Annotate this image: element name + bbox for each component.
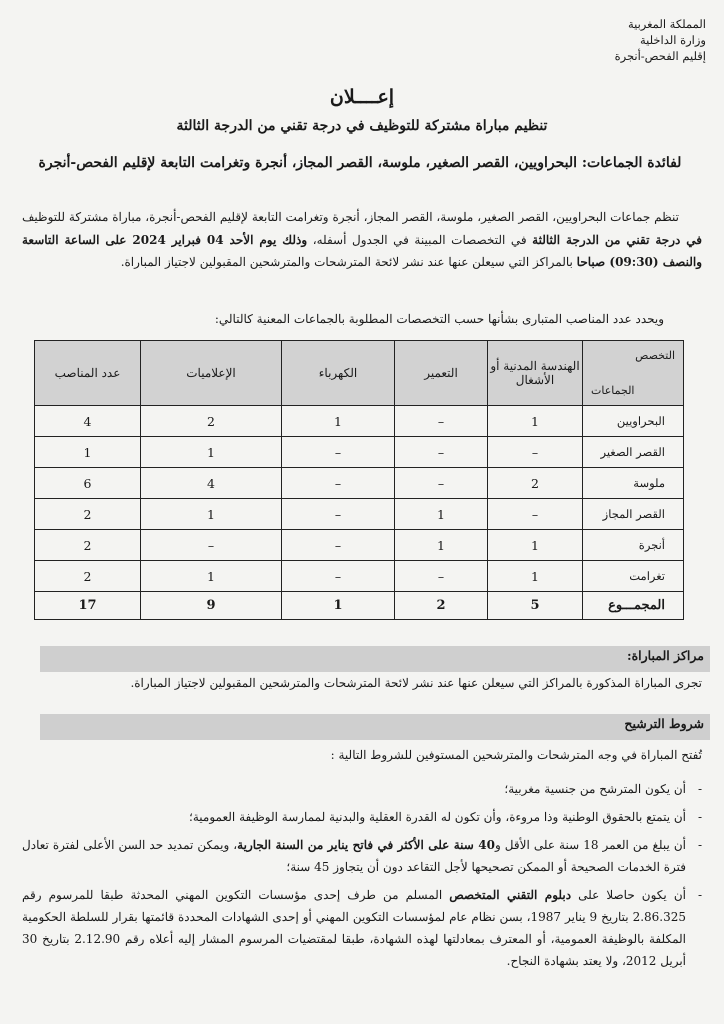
table-cell: 1 [488,530,583,561]
table-cell: – [488,437,583,468]
table-cell: – [395,437,488,468]
commune-name: القصر المجاز [583,499,684,530]
table-row [35,530,684,561]
table-cell: – [282,437,395,468]
total-cell: 2 [395,592,488,620]
table-cell: 2 [35,561,141,592]
table-cell: – [395,406,488,437]
table-cell: 1 [395,499,488,530]
letterhead-province: إقليم الفحص-أنجرة [614,49,706,63]
table-cell: – [488,499,583,530]
para-text-3: بالمراكز التي سيعلن عنها عند نشر لائحة المترشحات والمترشحين المقبولين لاجتياز المباراة. [120,255,577,269]
commune-name: ملوسة [583,468,684,499]
positions-table [34,340,684,620]
table-cell: 6 [35,468,141,499]
table-row [35,561,684,592]
table-cell: – [141,530,282,561]
total-cell: 17 [35,592,141,620]
table-cell: 1 [141,499,282,530]
para-bold-2: وذلك يوم الأحد 04 فبراير 2024 على الساعة التاسعة والنصف (09:30) صباحا [22,232,702,269]
table-cell: – [282,530,395,561]
col-civil-eng: الهندسة المدنية أو الأشغال [488,341,583,406]
letterhead [615,16,706,64]
conditions-heading: شروط الترشيح [40,714,710,740]
commune-name: البحراويين [583,406,684,437]
para-text-1: تنظم جماعات البحراويين، القصر الصغير، ملوسة، القصر المجاز، أنجرة وتغرامت التابعة لإقليم الفحص-أنجرة، مباراة مشتركة للتوظيف [22,210,679,224]
col-electricity: الكهرباء [282,341,395,406]
table-cell: 4 [141,468,282,499]
para-bold-1: في درجة تقني من الدرجة الثالثة [532,232,702,247]
letterhead-kingdom: المملكة المغربية [627,17,706,31]
col-total: عدد المناصب [35,341,141,406]
header-communes: الجماعات [591,384,635,397]
table-cell: 2 [141,406,282,437]
page-subtitle: تنظيم مباراة مشتركة للتوظيف في درجة تقني من الدرجة الثالثة [176,118,548,134]
para-text-2: في التخصصات المبينة في الجدول أسفله، [307,232,533,247]
header-diagonal-cell [583,341,684,406]
commune-name: أنجرة [583,530,684,561]
table-cell: 1 [395,530,488,561]
centers-heading: مراكز المباراة: [40,646,710,672]
table-row [35,437,684,468]
table-cell: 2 [35,530,141,561]
total-cell: 5 [488,592,583,620]
total-label: المجمـــوع [583,592,684,620]
commune-name: القصر الصغير [583,437,684,468]
table-cell: 1 [488,561,583,592]
table-cell: 1 [488,406,583,437]
table-cell: 1 [282,406,395,437]
table-row [35,406,684,437]
c4-text-a: أن يكون حاصلا على [571,888,686,902]
c4-bold: دبلوم التقني المتخصص [449,888,572,902]
conditions-intro: تُفتح المباراة في وجه المترشحات والمترشحين المستوفين للشروط التالية : [330,748,702,762]
page-title: إعــــلان [329,86,395,108]
table-cell: – [282,499,395,530]
beneficiaries-title: لفائدة الجماعات: البحراويين، القصر الصغير، ملوسة، القصر المجاز، أنجرة وتغرامت التابعة لإقليم الفحص-أنجرة [38,155,682,171]
list-item [22,884,686,972]
commune-name: تغرامت [583,561,684,592]
c4-text-b: المسلم من طرف إحدى مؤسسات التكوين المهني المحدثة طبقا للمرسوم رقم 2.86.325 بتاريخ 9 يناير 1987، بسن نظام عام لمؤسسات التكوين المهني أو إحدى الشهادات المحددة قائمتها بقرار للسلطة الحكومية المكلفة بالوظيفة العمومية، أو المعترف بمعادلتها لهذه الشهادة، طبقا لمقتضيات المرسوم المشار إليه أعلاه رقم 2.12.90 بتاريخ 30 أبريل 2012، ولا يعتد بشهادة النجاح. [22,888,686,968]
table-row [35,468,684,499]
table-cell: – [282,468,395,499]
header-specialty: التخصص [635,349,675,362]
table-row [35,499,684,530]
col-it: الإعلاميات [141,341,282,406]
col-urbanism: التعمير [395,341,488,406]
letterhead-ministry: وزارة الداخلية [639,33,706,47]
table-cell: 1 [141,561,282,592]
list-item [22,834,686,878]
table-cell: 2 [35,499,141,530]
c3-text-a: أن يبلغ من العمر 18 سنة على الأقل و [494,838,686,852]
conditions-list [22,778,704,978]
total-cell: 1 [282,592,395,620]
table-cell: 4 [35,406,141,437]
table-cell: – [395,468,488,499]
list-item: - أن يكون المترشح من جنسية مغربية؛ [22,778,686,800]
table-cell: 2 [488,468,583,499]
c3-text-b: ، ويمكن تمديد حد السن الأعلى لفترة تعادل فترة الخدمات الصحيحة أو الممكن تصحيحها لأجل التقاعد دون أن يتجاوز 45 سنة؛ [22,838,686,874]
table-header-row [35,341,684,406]
intro-paragraph [22,206,702,274]
table-cell: 1 [35,437,141,468]
table-intro: ويحدد عدد المناصب المتبارى بشأنها حسب التخصصات المطلوبة بالجماعات المعنية كالتالي: [214,312,664,326]
c3-bold: 40 سنة على الأكثر في فاتح يناير من السنة الجارية [237,838,495,852]
total-cell: 9 [141,592,282,620]
table-total-row [35,592,684,620]
table-cell: – [282,561,395,592]
table-cell: 1 [141,437,282,468]
list-item: - أن يتمتع بالحقوق الوطنية وذا مروءة، وأن تكون له القدرة العقلية والبدنية لممارسة الوظيفة العمومية؛ [22,806,686,828]
table-cell: – [395,561,488,592]
centers-text: تجرى المباراة المذكورة بالمراكز التي سيعلن عنها عند نشر لائحة المترشحات والمترشحين المقبولين لاجتياز المباراة. [130,676,702,690]
